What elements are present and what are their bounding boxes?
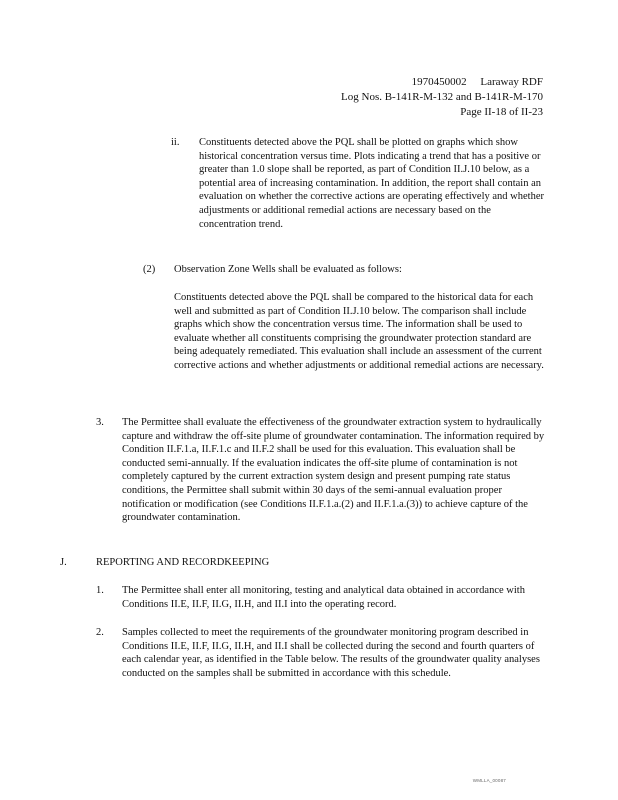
header-log-numbers: Log Nos. B-141R-M-132 and B-141R-M-170 <box>341 91 543 103</box>
j-item-2-text: Samples collected to meet the requirements of the groundwater monitoring program described in Conditions II.E, II.F, II.G, II.H, and II.I shall be collected during the second and fourth quarters of each calendar year, as identified in the Table below. The results of the groundwater quality analyses conducted on the samples shall be submitted in accordance with this schedule. <box>122 627 540 679</box>
item-ii-number: ii. <box>171 137 180 148</box>
item-2-title: Observation Zone Wells shall be evaluated as follows: <box>174 264 402 275</box>
item-3-number: 3. <box>96 417 104 428</box>
item-ii-text: Constituents detected above the PQL shall be plotted on graphs which show historical concentration versus time. Plots indicating a trend that has a positive or greater than 1.0 slope shall be reported, as part of Condition II.J.10 below, as a potential area of increasing contamination. In addition, the report shall contain an evaluation on whether the corrective actions are operating effectively and whether adjustments or additional remedial actions are necessary based on the concentration trend. <box>199 137 544 230</box>
section-j-heading: REPORTING AND RECORDKEEPING <box>96 557 270 568</box>
page-header <box>341 75 543 120</box>
j-item-2-number: 2. <box>96 627 104 638</box>
item-2-text: Constituents detected above the PQL shall be compared to the historical data for each well and submitted as part of Condition II.J.10 below. The comparison shall include graphs which show the concentration versus time. The information shall be used to evaluate whether all constituents comprising the groundwater protection standard are being adequately remediated. This evaluation shall include an assessment of the current corrective actions and whether adjustments or additional remedial actions are necessary. <box>174 292 544 371</box>
j-item-1-number: 1. <box>96 585 104 596</box>
item-3-text: The Permittee shall evaluate the effectiveness of the groundwater extraction system to hydraulically capture and withdraw the off-site plume of groundwater contamination. The information required by Condition II.F.1.a, II.F.1.c and II.F.2 shall be used for this evaluation. This evaluation shall be conducted semi-annually. If the evaluation indicates the off-site plume of contamination is not completely captured by the current extraction system design and present pumping rate status conditions, the Permittee shall submit within 30 days of the semi-annual evaluation proper notification or modification (see Conditions II.F.1.a.(2) and II.F.1.a.(3)) to achieve capture of the groundwater contamination. <box>122 417 545 524</box>
header-page-number: Page II-18 of II-23 <box>460 106 543 118</box>
header-facility-id: 1970450002 Laraway RDF <box>411 76 543 88</box>
bates-stamp: WMLLA_00087 <box>472 778 506 784</box>
item-2-number: (2) <box>143 264 156 275</box>
section-j-letter: J. <box>60 557 67 568</box>
j-item-1-text: The Permittee shall enter all monitoring, testing and analytical data obtained in accordance with Conditions II.E, II.F, II.G, II.H, and II.I into the operating record. <box>122 585 525 610</box>
